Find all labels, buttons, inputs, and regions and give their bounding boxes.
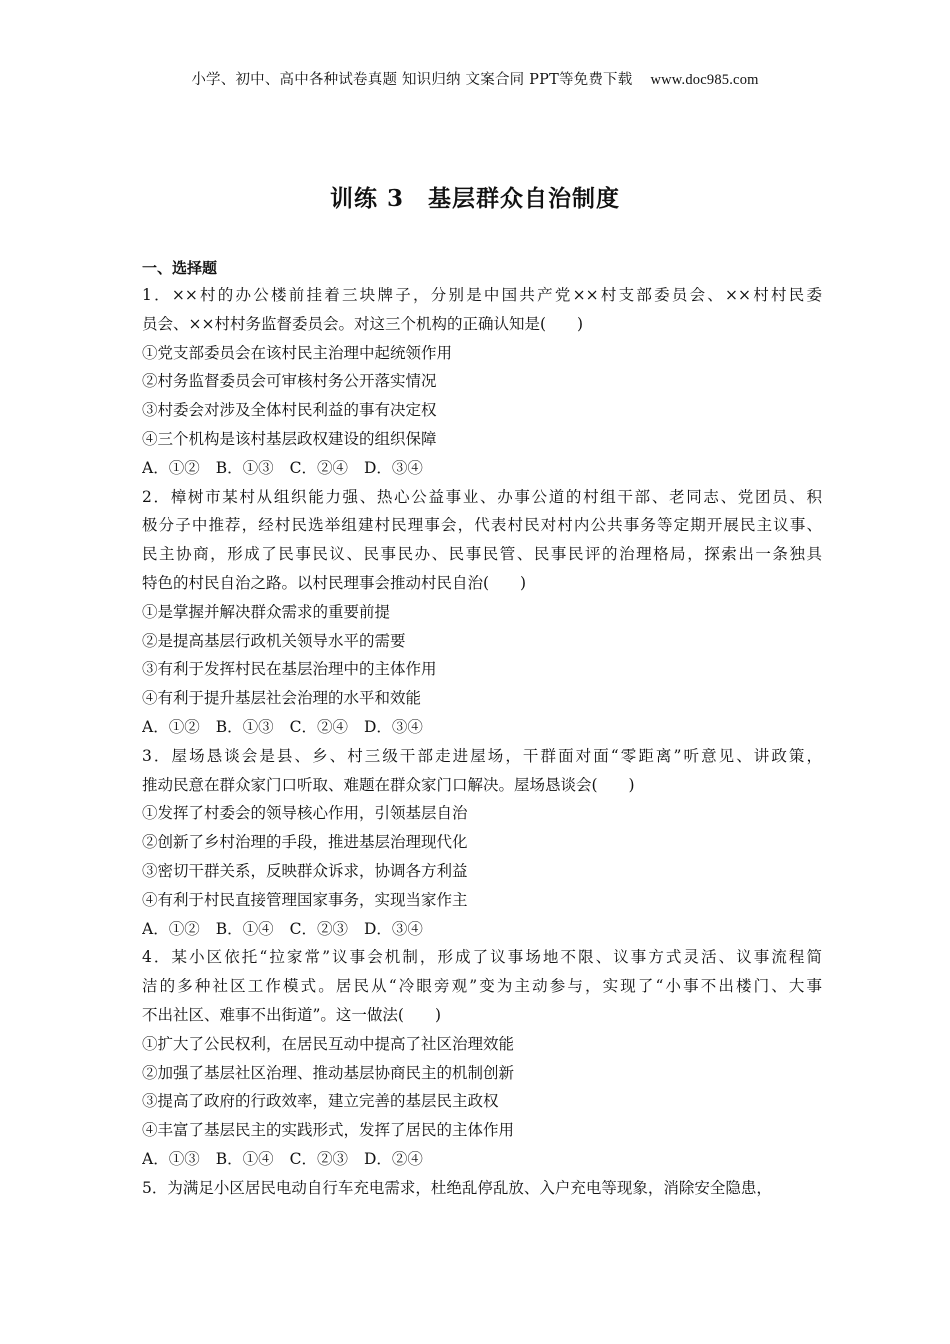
- question-stem-line: 员会、××村村务监督委员会。对这三个机构的正确认知是( ): [142, 314, 584, 333]
- question-1: [142, 281, 822, 483]
- option-item: ①党支部委员会在该村民主治理中起统领作用: [142, 343, 453, 362]
- answer-choice-b: B．①④: [215, 1149, 274, 1168]
- answer-choice-a: A．①②: [142, 717, 200, 736]
- answer-choice-c: C．②③: [289, 1149, 348, 1168]
- question-3: [142, 742, 822, 944]
- answer-choice-d: D．③④: [363, 919, 423, 938]
- section-label: 一、选择题: [142, 259, 218, 277]
- page-title: 训练 3 基层群众自治制度: [329, 185, 620, 212]
- answer-choice-d: D．②④: [363, 1149, 423, 1168]
- answer-choice-b: B．①③: [215, 717, 274, 736]
- answer-choice-c: C．②③: [289, 919, 348, 938]
- answer-choice-a: A．①②: [142, 458, 200, 477]
- option-item: ①扩大了公民权利，在居民互动中提高了社区治理效能: [142, 1034, 515, 1053]
- answer-choice-a: A．①②: [142, 919, 200, 938]
- answer-choices: [142, 713, 822, 742]
- header-text: 小学、初中、高中各种试卷真题 知识归纳 文案合同 PPT等免费下载: [191, 72, 633, 88]
- option-item: ④有利于村民直接管理国家事务，实现当家作主: [142, 890, 468, 909]
- option-item: ④有利于提升基层社会治理的水平和效能: [142, 689, 422, 708]
- option-item: ④丰富了基层民主的实践形式，发挥了居民的主体作用: [142, 1121, 515, 1140]
- option-item: ③有利于发挥村民在基层治理中的主体作用: [142, 660, 437, 679]
- question-stem-line: 民主协商，形成了民事民议、民事民办、民事民管、民事民评的治理格局，探索出一条独具: [142, 545, 822, 564]
- option-item: ②加强了基层社区治理、推动基层协商民主的机制创新: [142, 1063, 515, 1082]
- answer-choices: [142, 1145, 822, 1174]
- question-4: [142, 943, 822, 1173]
- question-stem-line: 2．樟树市某村从组织能力强、热心公益事业、办事公道的村组干部、老同志、党团员、积: [142, 487, 822, 506]
- answer-choices: [142, 915, 822, 944]
- question-stem-line: 洁的多种社区工作模式。居民从“冷眼旁观”变为主动参与，实现了“小事不出楼门、大事: [142, 977, 822, 996]
- question-stem-line: 4．某小区依托“拉家常”议事会机制，形成了议事场地不限、议事方式灵活、议事流程简: [142, 948, 822, 967]
- question-stem-line: 推动民意在群众家门口听取、难题在群众家门口解决。屋场恳谈会( ): [142, 775, 635, 794]
- question-stem-line: 3．屋场恳谈会是县、乡、村三级干部走进屋场，干群面对面“零距离”听意见、讲政策，: [142, 746, 822, 765]
- option-item: ②村务监督委员会可审核村务公开落实情况: [142, 372, 437, 391]
- option-item: ②是提高基层行政机关领导水平的需要: [142, 631, 406, 650]
- answer-choice-b: B．①③: [215, 458, 274, 477]
- option-item: ②创新了乡村治理的手段，推进基层治理现代化: [142, 833, 468, 852]
- answer-choice-d: D．③④: [363, 458, 423, 477]
- question-5: [142, 1174, 822, 1203]
- option-item: ①发挥了村委会的领导核心作用，引领基层自治: [142, 804, 468, 823]
- question-stem-line: 特色的村民自治之路。以村民理事会推动村民自治( ): [142, 573, 527, 592]
- question-2: [142, 483, 822, 742]
- question-stem-line: 极分子中推荐，经村民选举组建村民理事会，代表村民对村内公共事务等定期开展民主议事、: [142, 516, 822, 535]
- page-header: [0, 68, 950, 89]
- option-item: ①是掌握并解决群众需求的重要前提: [142, 602, 391, 621]
- question-stem-line: 5．为满足小区居民电动自行车充电需求，杜绝乱停乱放、入户充电等现象，消除安全隐患，: [142, 1178, 772, 1197]
- answer-choice-a: A．①③: [142, 1149, 200, 1168]
- question-stem-line: 不出社区、难事不出街道”。这一做法( ): [142, 1005, 442, 1024]
- answer-choice-c: C．②④: [289, 458, 348, 477]
- option-item: ③密切干群关系，反映群众诉求，协调各方利益: [142, 861, 468, 880]
- option-item: ③村委会对涉及全体村民利益的事有决定权: [142, 401, 437, 420]
- answer-choice-d: D．③④: [363, 717, 423, 736]
- option-item: ③提高了政府的行政效率，建立完善的基层民主政权: [142, 1092, 499, 1111]
- answer-choices: [142, 454, 822, 483]
- question-stem-line: 1．××村的办公楼前挂着三块牌子，分别是中国共产党××村支部委员会、××村村民委: [142, 286, 822, 304]
- option-item: ④三个机构是该村基层政权建设的组织保障: [142, 429, 437, 448]
- answer-choice-c: C．②④: [289, 717, 348, 736]
- header-site-link[interactable]: www.doc985.com: [650, 72, 759, 88]
- answer-choice-b: B．①④: [215, 919, 274, 938]
- question-list: [142, 255, 822, 1203]
